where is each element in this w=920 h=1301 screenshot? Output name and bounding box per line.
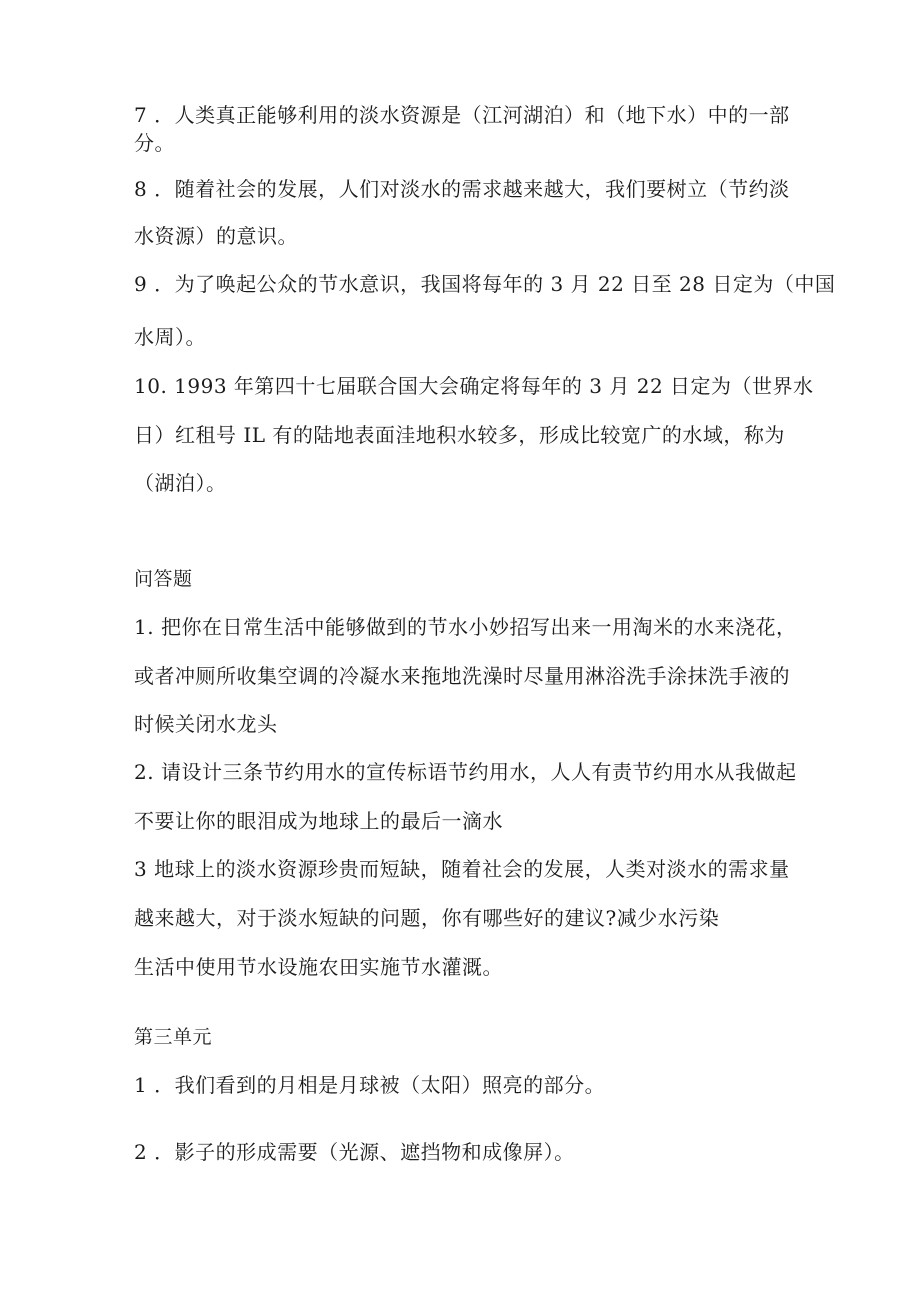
qa-item-1-line-3: 时候关闭水龙头 [134, 712, 278, 736]
fill-item-7-line-2: 分。 [134, 131, 175, 155]
qa-item-1-line-2: 或者冲厕所收集空调的冷凝水来拖地洗澡时尽量用淋浴洗手涂抹洗手液的 [134, 664, 790, 688]
fill-item-8-line-2: 水资源）的意识。 [134, 224, 298, 248]
qa-heading: 问答题 [134, 568, 193, 590]
fill-item-8-line-1: 8 ．随着社会的发展，人们对淡水的需求越来越大，我们要树立（节约淡 [134, 177, 790, 201]
unit3-item-2: 2 ．影子的形成需要（光源、遮挡物和成像屏）。 [134, 1140, 575, 1164]
fill-item-10-line-2: 日）红租号 IL 有的陆地表面洼地积水较多，形成比较宽广的水域，称为 [134, 423, 785, 447]
fill-item-10-line-1: 10. 1993 年第四十七届联合国大会确定将每年的 3 月 22 日定为（世界水 [134, 374, 814, 398]
qa-item-3-line-3: 生活中使用节水设施农田实施节水灌溉。 [134, 955, 503, 979]
fill-item-9-line-2: 水周）。 [134, 325, 206, 349]
qa-item-1-line-1: 1. 把你在日常生活中能够做到的节水小妙招写出来一用淘米的水来浇花， [134, 615, 797, 639]
qa-item-2-line-2: 不要让你的眼泪成为地球上的最后一滴水 [134, 809, 503, 833]
qa-item-2-line-1: 2. 请设计三条节约用水的宣传标语节约用水，人人有责节约用水从我做起 [134, 760, 797, 784]
qa-item-3-line-1: 3 地球上的淡水资源珍贵而短缺，随着社会的发展，人类对淡水的需求量 [134, 857, 790, 881]
fill-item-9-line-1: 9 ．为了唤起公众的节水意识，我国将每年的 3 月 22 日至 28 日定为（中国 [134, 272, 836, 296]
fill-item-10-line-3: （湖泊）。 [134, 471, 227, 495]
unit3-heading: 第三单元 [134, 1026, 213, 1048]
unit3-item-1: 1 ．我们看到的月相是月球被（太阳）照亮的部分。 [134, 1073, 606, 1097]
qa-item-3-line-2: 越来越大，对于淡水短缺的问题，你有哪些好的建议?减少水污染 [134, 906, 720, 930]
fill-item-7-line-1: 7 ．人类真正能够利用的淡水资源是（江河湖泊）和（地下水）中的一部 [134, 103, 790, 127]
